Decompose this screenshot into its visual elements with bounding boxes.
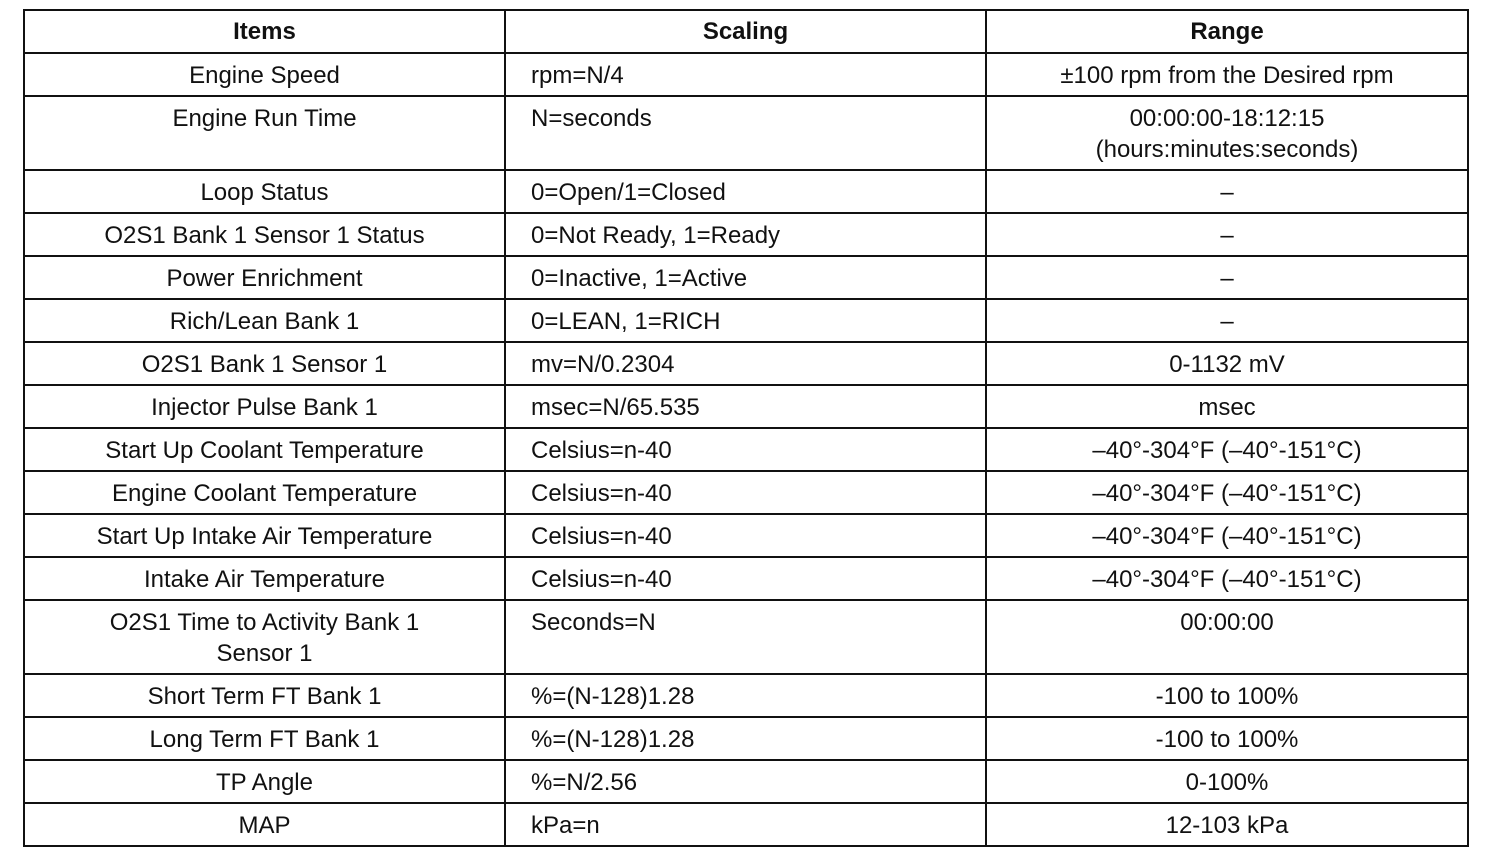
table-row [24,717,1468,760]
scaling-cell [505,53,986,96]
range-cell [986,760,1468,803]
item-cell [24,342,505,385]
item-text: Sensor 1 [216,640,313,667]
range-text: 00:00:00 [1180,609,1274,636]
range-cell [986,600,1468,674]
table-row [24,213,1468,256]
item-text: O2S1 Time to Activity Bank 1 [109,609,420,636]
range-cell [986,170,1468,213]
scaling-cell [505,213,986,256]
item-text: Long Term FT Bank 1 [149,726,380,753]
scaling-cell [505,428,986,471]
item-text: Intake Air Temperature [143,566,386,593]
scaling-cell [505,170,986,213]
range-text: ±100 rpm from the Desired rpm [1060,62,1394,89]
table-row [24,600,1468,674]
range-text: –40°-304°F (–40°-151°C) [1092,437,1362,464]
scaling-text: kPa=n [531,812,600,839]
table-row [24,96,1468,170]
item-text: Engine Speed [189,62,340,89]
scaling-text: Celsius=n-40 [531,480,672,507]
table-row [24,803,1468,846]
item-text: Start Up Intake Air Temperature [96,523,433,550]
item-text: TP Angle [216,769,313,796]
range-text: -100 to 100% [1155,683,1299,710]
range-text: (hours:minutes:seconds) [1095,136,1359,163]
header-row [24,10,1468,53]
scaling-text: rpm=N/4 [531,62,624,89]
table-row [24,471,1468,514]
range-cell [986,53,1468,96]
scaling-text: msec=N/65.535 [531,394,700,421]
scaling-text: Celsius=n-40 [531,437,672,464]
scaling-cell [505,760,986,803]
scaling-text: 0=Open/1=Closed [531,179,726,206]
item-cell [24,600,505,674]
scaling-text: Celsius=n-40 [531,523,672,550]
scaling-cell [505,557,986,600]
table-row [24,342,1468,385]
item-text: O2S1 Bank 1 Sensor 1 Status [104,222,425,249]
scaling-text: mv=N/0.2304 [531,351,675,378]
item-cell [24,514,505,557]
scaling-text: 0=Not Ready, 1=Ready [531,222,781,249]
range-text: –40°-304°F (–40°-151°C) [1092,523,1362,550]
item-text: Loop Status [200,179,329,206]
scaling-text: 0=Inactive, 1=Active [531,265,748,292]
scaling-cell [505,674,986,717]
item-cell [24,674,505,717]
header-range: Range [986,10,1468,53]
range-text: – [1220,222,1234,249]
table-row [24,557,1468,600]
table-row [24,170,1468,213]
range-text: msec [1198,394,1256,421]
range-cell [986,256,1468,299]
scaling-range-document [23,9,1469,847]
scaling-text: 0=LEAN, 1=RICH [531,308,721,335]
scaling-cell [505,514,986,557]
range-cell [986,803,1468,846]
table-row [24,299,1468,342]
range-cell [986,342,1468,385]
range-cell [986,471,1468,514]
table-row [24,428,1468,471]
item-text: O2S1 Bank 1 Sensor 1 [141,351,388,378]
item-text: Short Term FT Bank 1 [147,683,382,710]
scaling-cell [505,299,986,342]
item-text: MAP [238,812,291,839]
item-cell [24,471,505,514]
range-text: -100 to 100% [1155,726,1299,753]
item-text: Start Up Coolant Temperature [105,437,424,464]
scaling-text: Seconds=N [531,609,656,636]
table-row [24,256,1468,299]
scaling-cell [505,471,986,514]
range-cell [986,213,1468,256]
range-text: 0-1132 mV [1169,351,1285,378]
scaling-text: %=(N-128)1.28 [531,683,695,710]
scaling-cell [505,600,986,674]
item-text: Power Enrichment [166,265,363,292]
range-cell [986,96,1468,170]
header-scaling: Scaling [505,10,986,53]
scaling-text: N=seconds [531,105,652,132]
table-row [24,514,1468,557]
scaling-cell [505,96,986,170]
scaling-cell [505,803,986,846]
range-text: –40°-304°F (–40°-151°C) [1092,566,1362,593]
range-cell [986,674,1468,717]
scaling-cell [505,717,986,760]
item-cell [24,385,505,428]
range-cell [986,717,1468,760]
range-text: – [1220,179,1234,206]
table-row [24,53,1468,96]
item-text: Rich/Lean Bank 1 [169,308,360,335]
range-cell [986,557,1468,600]
scaling-text: Celsius=n-40 [531,566,672,593]
table-row [24,674,1468,717]
item-cell [24,96,505,170]
range-text: – [1220,308,1234,335]
table-body [24,53,1468,846]
range-cell [986,514,1468,557]
table-row [24,760,1468,803]
item-cell [24,428,505,471]
item-cell [24,299,505,342]
item-cell [24,760,505,803]
item-cell [24,53,505,96]
scaling-text: %=N/2.56 [531,769,638,796]
item-cell [24,213,505,256]
scaling-range-table [23,9,1469,847]
scaling-cell [505,342,986,385]
range-cell [986,299,1468,342]
scaling-text: %=(N-128)1.28 [531,726,695,753]
item-cell [24,557,505,600]
item-cell [24,803,505,846]
item-cell [24,256,505,299]
range-text: 00:00:00-18:12:15 [1129,105,1325,132]
table-row [24,385,1468,428]
scaling-cell [505,385,986,428]
item-text: Engine Run Time [172,105,357,132]
range-text: 12-103 kPa [1165,812,1289,839]
header-items: Items [24,10,505,53]
range-cell [986,385,1468,428]
item-cell [24,717,505,760]
range-cell [986,428,1468,471]
item-text: Injector Pulse Bank 1 [151,394,378,421]
scaling-cell [505,256,986,299]
range-text: – [1220,265,1234,292]
range-text: 0-100% [1185,769,1269,796]
item-cell [24,170,505,213]
item-text: Engine Coolant Temperature [111,480,418,507]
range-text: –40°-304°F (–40°-151°C) [1092,480,1362,507]
